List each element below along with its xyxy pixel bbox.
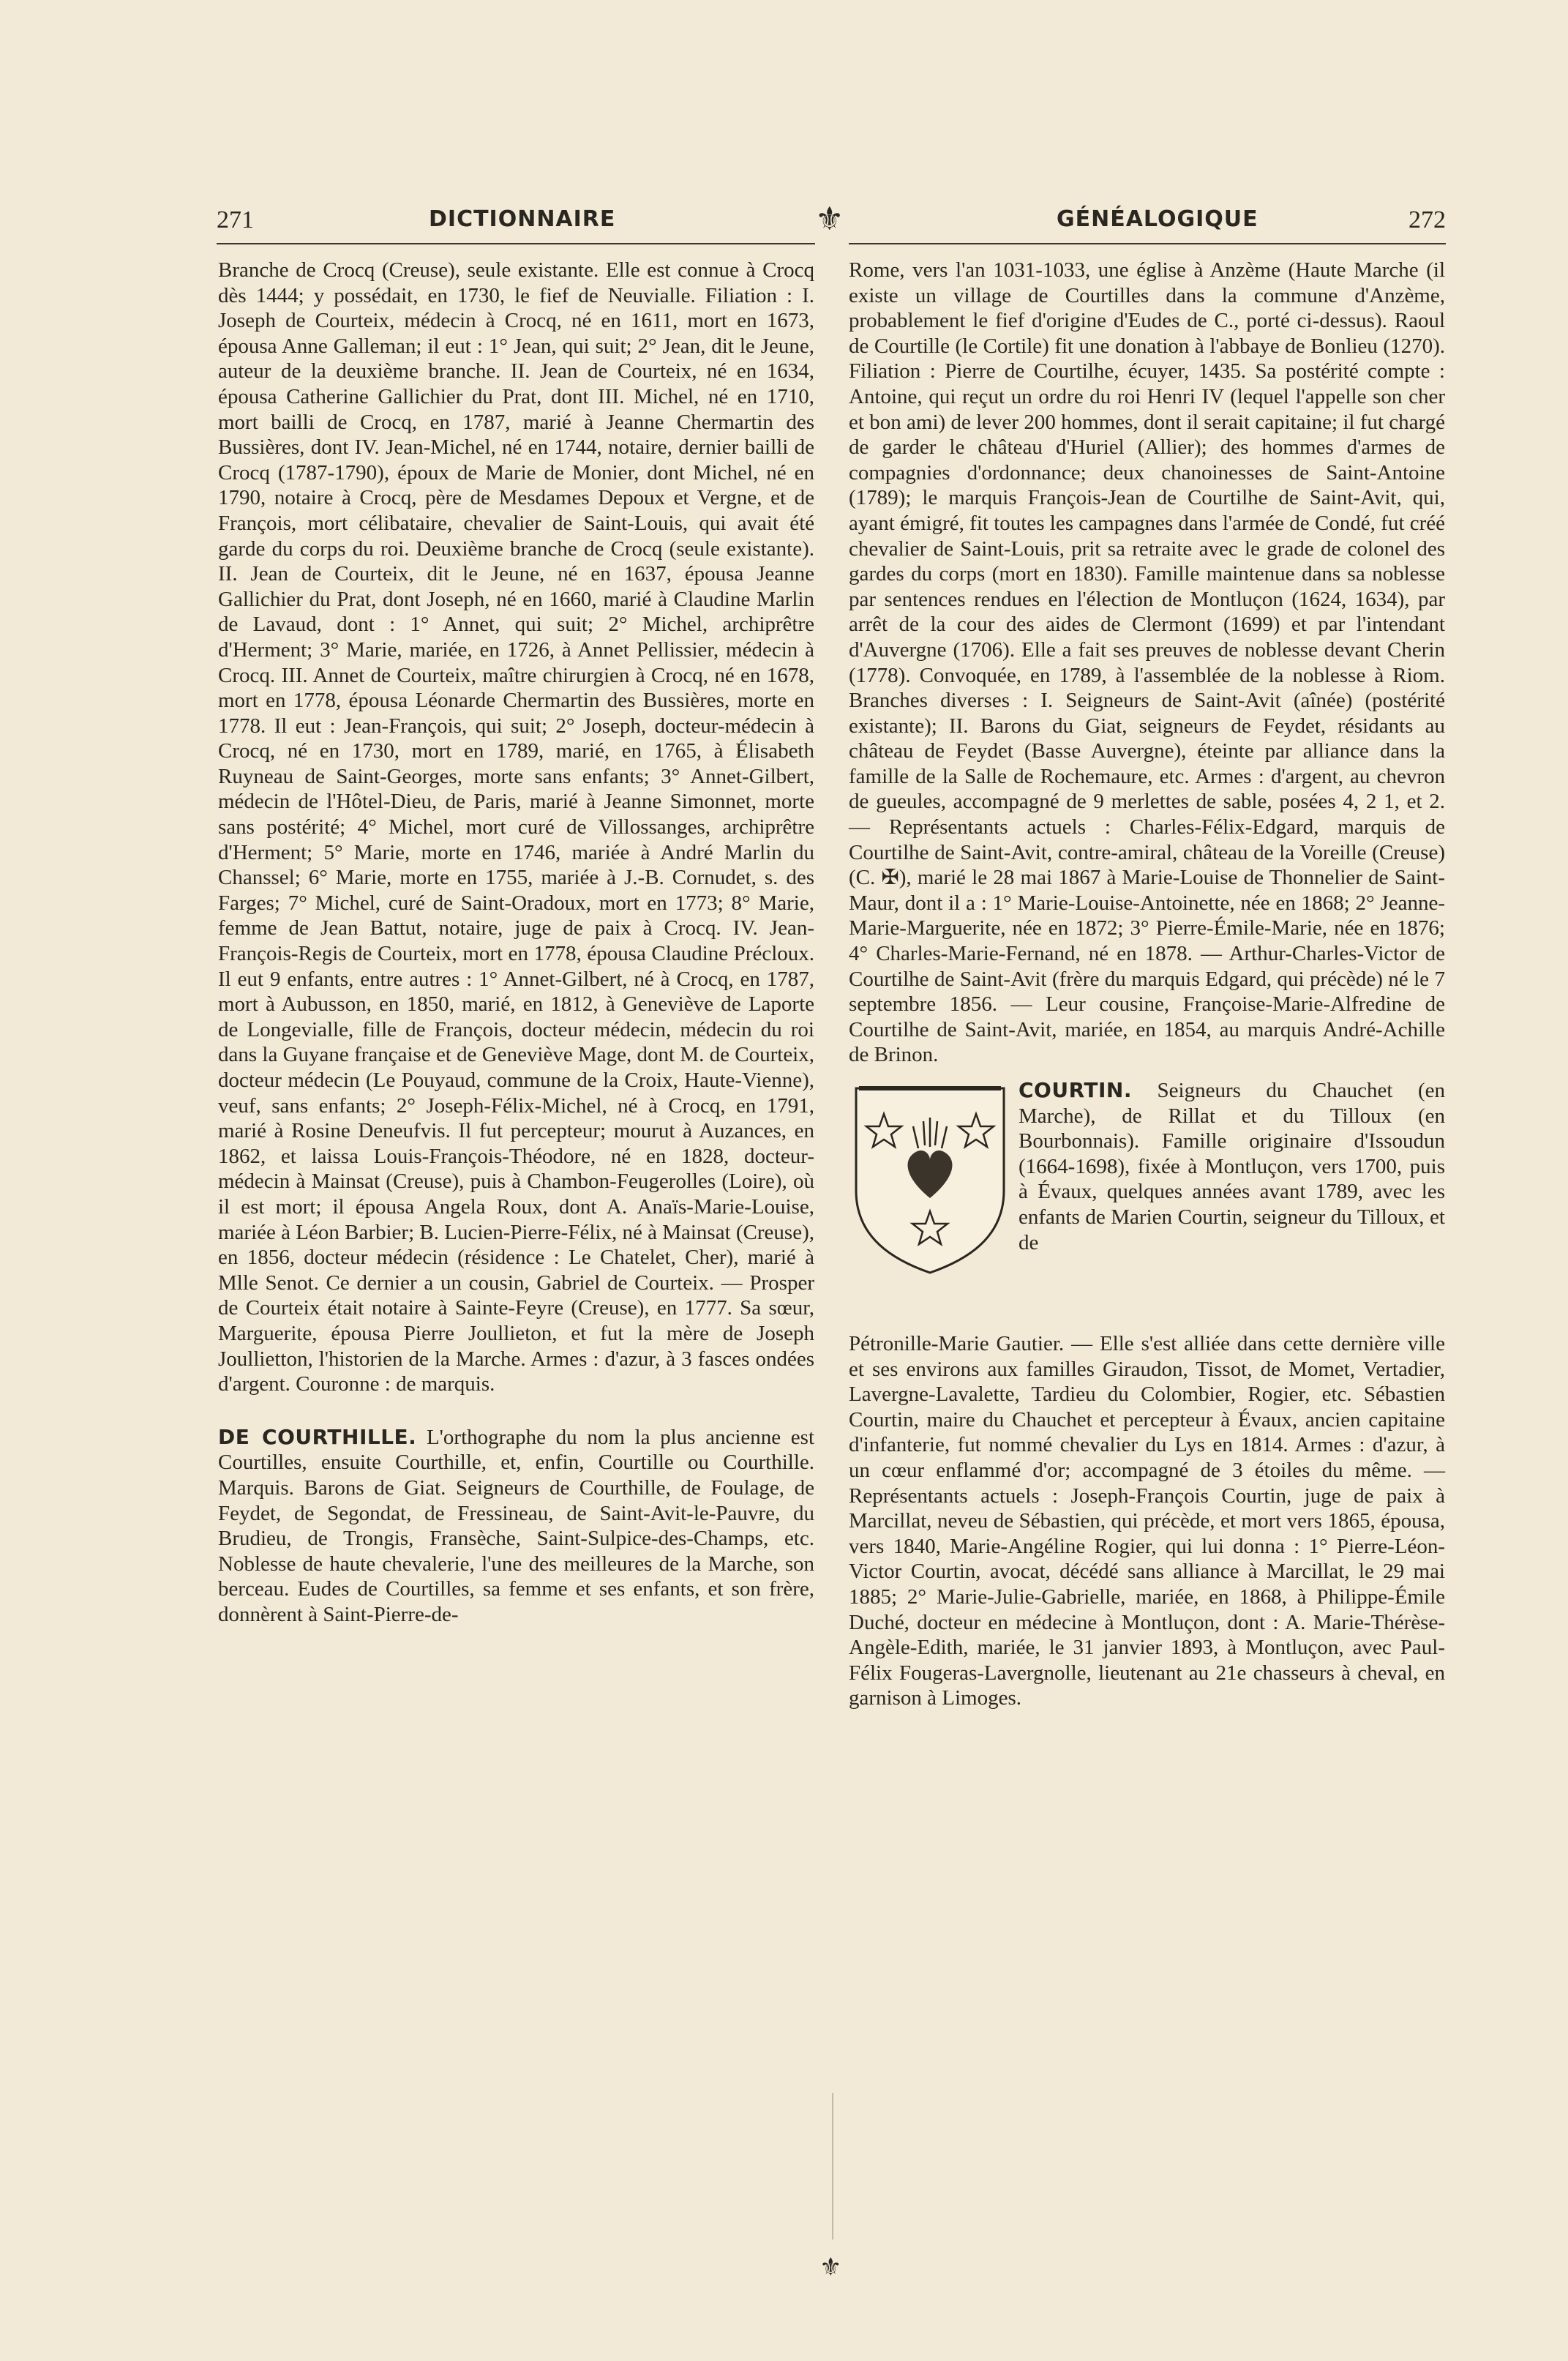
fleur-de-lis-icon: ⚜ — [815, 201, 844, 237]
entry-body-courtin-b: Pétronille-Marie Gautier. — Elle s'est alliée dans cette dernière ville et ses environs aux familles Giraudon, Tissot, de Momet, Vertadier, Lavergne-Lavalette, Tardieu du Colombier, Rogier, etc. Sébastien Courtin, maire du Chauchet et percepteur à Évaux, ancien capitaine d'infanterie, fut nommé chevalier du Lys en 1814. Armes : d'azur, à un cœur enflammé d'or; accompagné de 3 étoiles du même. — Représentants actuels : Joseph-François Courtin, juge de paix à Marcillat, neveu de Sébastien, qui précède, et mort vers 1865, épousa, vers 1840, Marie-Angéline Rogier, qui lui donna : 1° Pierre-Léon-Victor Courtin, avocat, décédé sans alliance à Marcillat, le 29 mai 1885; 2° Marie-Julie-Gabrielle, mariée, en 1868, à Philippe-Émile Duché, docteur en médecine à Montluçon, dont : A. Marie-Thérèse-Angèle-Edith, mariée, le 31 janvier 1893, à Montluçon, avec Paul-Félix Fougeras-Lavergnolle, lieutenant au 21e chasseurs à cheval, en garnison à Limoges. — [849, 1332, 1445, 1710]
page-number-left: 271 — [217, 206, 254, 233]
coat-of-arms-heart-stars-icon — [849, 1081, 1011, 1279]
header-rule-right — [849, 243, 1446, 244]
header-rule-left — [217, 243, 815, 244]
entry-spacer — [218, 1397, 814, 1425]
entry-heading-de-courthille: DE COURTHILLE. — [218, 1424, 417, 1449]
entry-heading-courtin: COURTIN. — [1019, 1078, 1132, 1102]
running-title-left: DICTIONNAIRE — [429, 206, 616, 232]
entry-de-courthille-continued: Rome, vers l'an 1031-1033, une église à Anzème (Haute Marche (il existe un village de Courtilles dans la commune d'Anzème, probablement le fief d'origine d'Eudes de C., porté ci-dessus). Raoul de Courtille (le Cortile) fit une donation à l'abbaye de Bonlieu (1270). Filiation : Pierre de Courtilhe, écuyer, 1435. Sa postérité compte : Antoine, qui reçut un ordre du roi Henri IV (lequel l'appelle son cher et bon ami) de lever 200 hommes, dont il serait capitaine; il fut chargé de garder le château d'Huriel (Allier); des hommes d'armes de compagnies d'ordonnance; deux chanoinesses de Saint-Antoine (1789); le marquis François-Jean de Courtilhe de Saint-Avit, qui, ayant émigré, fit toutes les campagnes dans l'armée de Condé, fut créé chevalier de Saint-Louis, prit sa retraite avec le grade de colonel des gardes du corps (mort en 1830). Famille maintenue dans sa noblesse par sentences rendues en l'élection de Montluçon (1624, 1634), par arrêt de la cour des aides de Clermont (1699) et par l'intendant d'Auvergne (1706). Elle a fait ses preuves de noblesse devant Cherin (1778). Convoquée, en 1789, à l'assemblée de la noblesse à Riom. Branches diverses : I. Seigneurs de Saint-Avit (aînée) (postérité existante); II. Barons du Giat, seigneurs de Feydet, résidants au château de Feydet (Basse Auvergne), éteinte par alliance dans la famille de la Salle de Rochemaure, etc. Armes : d'argent, au chevron de gueules, accompagné de 9 merlettes de sable, posées 4, 2 1, et 2. — Représentants actuels : Charles-Félix-Edgard, marquis de Courtilhe de Saint-Avit, contre-amiral, château de la Voreille (Creuse) (C. ✠), marié le 28 mai 1867 à Marie-Louise de Thonnelier de Saint-Maur, dont il a : 1° Marie-Louise-Antoinette, née en 1868; 2° Jeanne-Marie-Marguerite, née en 1872; 3° Pierre-Émile-Marie, née en 1876; 4° Charles-Marie-Fernand, né en 1878. — Arthur-Charles-Victor de Courtilhe de Saint-Avit (frère du marquis Edgard, qui précède) né le 7 septembre 1856. — Leur cousine, Françoise-Marie-Alfredine de Courtilhe de Saint-Avit, mariée, en 1854, au marquis André-Achille de Brinon. — [849, 258, 1445, 1067]
left-column — [218, 258, 814, 1627]
footer-fleur-de-lis-icon: ⚜ — [819, 2254, 842, 2281]
entry-courtin-block — [849, 1078, 1445, 1331]
entry-de-courthille — [218, 1425, 814, 1628]
page-number-right: 272 — [1408, 206, 1446, 233]
right-column — [849, 258, 1445, 1711]
center-margin-line — [832, 2093, 833, 2240]
entry-courteix-continued: Branche de Crocq (Creuse), seule existante. Elle est connue à Crocq dès 1444; y possédait, en 1730, le fief de Neuvialle. Filiation : I. Joseph de Courteix, médecin à Crocq, né en 1611, mort en 1673, épousa Anne Galleman; il eut : 1° Jean, qui suit; 2° Jean, dit le Jeune, auteur de la deuxième branche. II. Jean de Courteix, né en 1634, épousa Catherine Gallichier du Prat, dont III. Michel, né en 1710, mort bailli de Crocq, en 1787, marié à Jeanne Chermartin des Bussières, dont IV. Jean-Michel, né en 1744, notaire, dernier bailli de Crocq (1787-1790), époux de Marie de Monier, dont Michel, né en 1790, notaire à Crocq, père de Mesdames Depoux et Vergne, et de François, mort célibataire, chevalier de Saint-Louis, qui avait été garde du corps du roi. Deuxième branche de Crocq (seule existante). II. Jean de Courteix, dit le Jeune, né en 1637, épousa Jeanne Gallichier du Prat, dont Joseph, né en 1660, marié à Claudine Marlin de Lavaud, dont : 1° Annet, qui suit; 2° Michel, archiprêtre d'Herment; 3° Marie, mariée, en 1726, à Annet Pellissier, médecin à Crocq. III. Annet de Courteix, maître chirurgien à Crocq, né en 1678, mort en 1778, épousa Léonarde Chermartin des Bussières, morte en 1778. Il eut : Jean-François, qui suit; 2° Joseph, docteur-médecin à Crocq, né en 1730, mort en 1789, marié, en 1765, à Élisabeth Ruyneau de Saint-Georges, morte sans enfants; 3° Annet-Gilbert, médecin de l'Hôtel-Dieu, de Paris, marié à Jeanne Simonnet, morte sans postérité; 4° Michel, mort curé de Villossanges, archiprêtre d'Herment; 5° Marie, morte en 1746, mariée à André Marlin du Chanssel; 6° Marie, morte en 1755, mariée à J.-B. Cornudet, s. des Farges; 7° Michel, curé de Saint-Oradoux, mort en 1773; 8° Marie, femme de Jean Battut, notaire, juge de paix à Crocq. IV. Jean-François-Regis de Courteix, mort en 1778, épousa Claudine Précloux. Il eut 9 enfants, entre autres : 1° Annet-Gilbert, né à Crocq, en 1787, mort à Aubusson, en 1850, marié, en 1812, à Geneviève de Laporte de Longevialle, fille de François, docteur médecin, médecin du roi dans la Guyane française et de Geneviève Mage, dont M. de Courteix, docteur médecin (Le Pouyaud, commune de la Croix, Haute-Vienne), veuf, sans enfants; 2° Joseph-Félix-Michel, né à Crocq, en 1791, marié à Rosine Deneufvis. Il fut percepteur; mourut à Auzances, en 1862, et laissa Louis-François-Théodore, né en 1828, docteur-médecin à Mainsat (Creuse), puis à Chambon-Feugerolles (Loire), où il est mort; il épousa Angela Roux, dont A. Anaïs-Marie-Louise, mariée à Léon Barbier; B. Lucien-Pierre-Félix, né à Mainsat (Creuse), en 1856, docteur médecin (résidence : Le Chatelet, Cher), marié à Mlle Senot. Ce dernier a un cousin, Gabriel de Courteix. — Prosper de Courteix était notaire à Sainte-Feyre (Creuse), en 1777. Sa sœur, Marguerite, épousa Pierre Joullieton, et fut la mère de Joseph Joullietton, l'historien de la Marche. Armes : d'azur, à 3 fasces ondées d'argent. Couronne : de marquis. — [218, 258, 814, 1396]
running-title-right: GÉNÉALOGIQUE — [1057, 206, 1258, 232]
entry-body-de-courthille: L'orthographe du nom la plus ancienne est Courtilles, ensuite Courthille, et, enfin, Courtille ou Courthille. Marquis. Barons de Giat. Seigneurs de Courthille, de Foulage, de Feydet, de Segondat, de Fressineau, de Saint-Avit-le-Pauvre, du Brudieu, de Trongis, Fransèche, Saint-Sulpice-des-Champs, etc. Noblesse de haute chevalerie, l'une des meilleures de la Marche, son berceau. Eudes de Courtilles, sa femme et ses enfants, et son frère, donnèrent à Saint-Pierre-de- — [218, 1425, 815, 1626]
entry-courtin-lead — [1019, 1078, 1445, 1255]
page-header — [217, 201, 1446, 239]
entry-body-courtin-a: Seigneurs du Chauchet (en Marche), de Rillat et du Tilloux (en Bourbonnais). Famille originaire d'Issoudun (1664-1698), fixée à Montluçon, vers 1700, puis à Évaux, quelques années avant 1789, avec les enfants de Marien Courtin, seigneur du Tilloux, et de — [1019, 1079, 1446, 1254]
